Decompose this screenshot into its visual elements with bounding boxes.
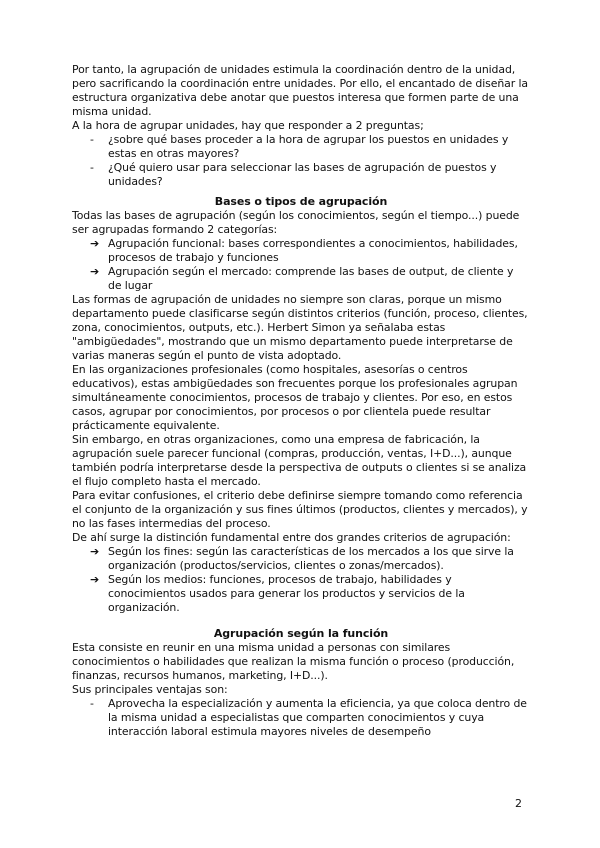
dash-bullet: - xyxy=(90,133,94,146)
section-heading-bases: Bases o tipos de agrupación xyxy=(214,195,388,208)
arrow-bullet-icon: ➔ xyxy=(90,573,100,586)
dash-bullet: - xyxy=(90,161,94,174)
dash-bullet: - xyxy=(90,697,94,710)
list-item: ➔ Según los medios: funciones, procesos de trabajo, habilidades y conocimientos usados para generar los productos y servicios de la organización. xyxy=(90,573,465,614)
list-item: - ¿Qué quiero usar para seleccionar las bases de agrupación de puestos y unidades? xyxy=(90,161,497,188)
arrow-bullet-icon: ➔ xyxy=(90,237,100,250)
arrow-bullet-icon: ➔ xyxy=(90,265,100,278)
list-item: ➔ Agrupación según el mercado: comprende las bases de output, de cliente y de lugar xyxy=(90,265,514,292)
paragraph-distinction: De ahí surge la distinción fundamental entre dos grandes criterios de agrupación: xyxy=(72,531,511,544)
paragraph-bases: Todas las bases de agrupación (según los conocimientos, según el tiempo...) puede ser agrupadas formando 2 categorías: xyxy=(72,209,520,236)
paragraph-professional-orgs: En las organizaciones profesionales (como hospitales, asesorías o centros educativos), estas ambigüedades son frecuentes porque los profesionales agrupan simultáneamente conocimientos, procesos de trabajo y clientes. Por eso, en estos casos, agrupar por conocimientos, por procesos o por clientela puede resultar prácticamente equivalente. xyxy=(72,363,518,432)
paragraph-other-orgs: Sin embargo, en otras organizaciones, como una empresa de fabricación, la agrupación suele parecer funcional (compras, producción, ventas, I+D...), aunque también podría interpretarse desde la perspectiva de outputs o clientes si se analiza el flujo completo hasta el mercado. xyxy=(72,433,527,488)
paragraph-avoid-confusion: Para evitar confusiones, el criterio debe definirse siempre tomando como referencia el conjunto de la organización y sus fines últimos (productos, clientes y mercados), y no las fases intermedias del proceso. xyxy=(72,489,528,530)
list-item: ➔ Según los fines: según las características de los mercados a los que sirve la organización (productos/servicios, clientes o zonas/mercados). xyxy=(90,545,514,572)
advantages-list xyxy=(72,697,530,739)
list-item: - Aprovecha la especialización y aumenta la eficiencia, ya que coloca dentro de la misma unidad a especialistas que comparten conocimientos y cuya interacción laboral estimula mayores niveles de desempeño xyxy=(90,697,527,738)
list-item: ➔ Agrupación funcional: bases correspondientes a conocimientos, habilidades, procesos de trabajo y funciones xyxy=(90,237,518,264)
criteria-list xyxy=(72,545,530,615)
paragraph-advantages-intro: Sus principales ventajas son: xyxy=(72,683,228,696)
questions-list xyxy=(72,133,530,189)
list-item: - ¿sobre qué bases proceder a la hora de agrupar los puestos en unidades y estas en otras mayores? xyxy=(90,133,509,160)
section-heading-function: Agrupación según la función xyxy=(213,627,389,640)
arrow-bullet-icon: ➔ xyxy=(90,545,100,558)
paragraph-ambiguities: Las formas de agrupación de unidades no siempre son claras, porque un mismo departamento puede clasificarse según distintos criterios (función, proceso, clientes, zona, conocimientos, outputs, etc.). Herbert Simon ya señalaba estas "ambigüedades", mostrando que un mismo departamento puede interpretarse de varias maneras según el punto de vista adoptado. xyxy=(72,293,528,362)
paragraph-questions-intro: A la hora de agrupar unidades, hay que responder a 2 preguntas; xyxy=(72,119,424,132)
paragraph-intro: Por tanto, la agrupación de unidades estimula la coordinación dentro de la unidad, pero sacrificando la coordinación entre unidades. Por ello, el encantado de diseñar la estructura organizativa debe anotar que puestos interesa que formen parte de una misma unidad. xyxy=(72,63,528,118)
page-number: 2 xyxy=(515,797,522,810)
document-page xyxy=(72,63,530,739)
categories-list xyxy=(72,237,530,293)
paragraph-function-def: Esta consiste en reunir en una misma unidad a personas con similares conocimientos o habilidades que realizan la misma función o proceso (producción, finanzas, recursos humanos, marketing, I+D...). xyxy=(72,641,515,682)
